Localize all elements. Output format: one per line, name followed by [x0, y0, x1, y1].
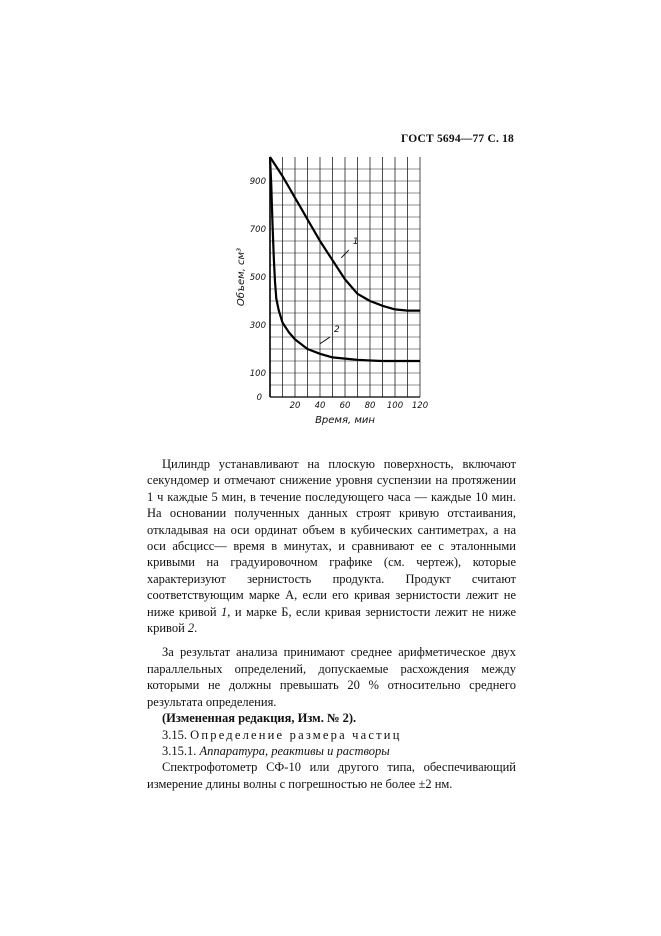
curve-label-2: 2 — [334, 325, 340, 335]
x-tick-label: 100 — [386, 401, 404, 411]
curve-leader — [320, 337, 330, 344]
y-tick-label: 700 — [249, 225, 266, 235]
y-tick-label: 500 — [249, 273, 266, 283]
paragraph-text: Цилиндр устанавливают на плоскую поверхность, включают секундомер и отмечают снижение уровня суспензии на протяжении 1 ч каждые 5 мин, в течение последующего часа — каждые 10 мин. На основании полученных данных строят кривую отстаивания, откладывая на оси ординат объем в кубических сантиметрах, а на оси абсцисс— время в минутах, и сравнивают ее с эталонными кривыми на градуировочном графике (см. чертеж), которые характеризуют зернистость продукта. Продукт считают соответствующим марке А, если его кривая зернистости лежит не ниже кривой — [147, 457, 516, 619]
page-header: ГОСТ 5694—77 С. 18 — [401, 133, 514, 145]
y-tick-label: 900 — [249, 177, 266, 187]
chart-svg — [230, 150, 430, 430]
sedimentation-chart — [230, 150, 430, 430]
x-tick-label: 40 — [314, 401, 326, 411]
origin-label: 0 — [256, 393, 262, 403]
y-axis-label: Объем, см³ — [236, 247, 247, 307]
x-tick-label: 120 — [411, 401, 429, 411]
paragraph-text: . — [194, 621, 198, 636]
section-number: 3.15.1. — [162, 743, 200, 758]
paragraph-procedure — [147, 456, 516, 636]
section-number: 3.15. — [162, 727, 191, 742]
body-text — [147, 456, 516, 792]
x-tick-label: 20 — [289, 401, 301, 411]
y-tick-label: 300 — [249, 321, 266, 331]
section-3-15-1 — [147, 743, 516, 759]
curve-label-1: 1 — [352, 237, 359, 248]
subsection-title: Аппаратура, реактивы и растворы — [199, 743, 390, 758]
section-3-15 — [147, 727, 516, 743]
section-title: Определение размера частиц — [190, 727, 402, 742]
x-axis-label: Время, мин — [315, 415, 375, 426]
y-tick-label: 100 — [249, 369, 266, 379]
paragraph-text: , и марке Б, если кривая зернистости лежит не ниже кривой — [147, 604, 516, 636]
curve-ref-2: 2 — [187, 621, 195, 636]
edition-note — [147, 710, 516, 726]
edition-text: (Измененная редакция, Изм. № 2). — [162, 711, 357, 726]
curve-ref-1: 1 — [221, 604, 228, 619]
paragraph-apparatus: Спектрофотометр СФ-10 или другого типа, обеспечивающий измерение длины волны с погрешностью не более ±2 нм. — [147, 760, 516, 791]
x-tick-label: 80 — [364, 401, 376, 411]
paragraph-result: За результат анализа принимают среднее арифметическое двух параллельных определений, допускаемые расхождения между которыми не должны превышать 20 % относительно среднего результата определения. — [147, 645, 516, 709]
x-tick-label: 60 — [339, 401, 351, 411]
